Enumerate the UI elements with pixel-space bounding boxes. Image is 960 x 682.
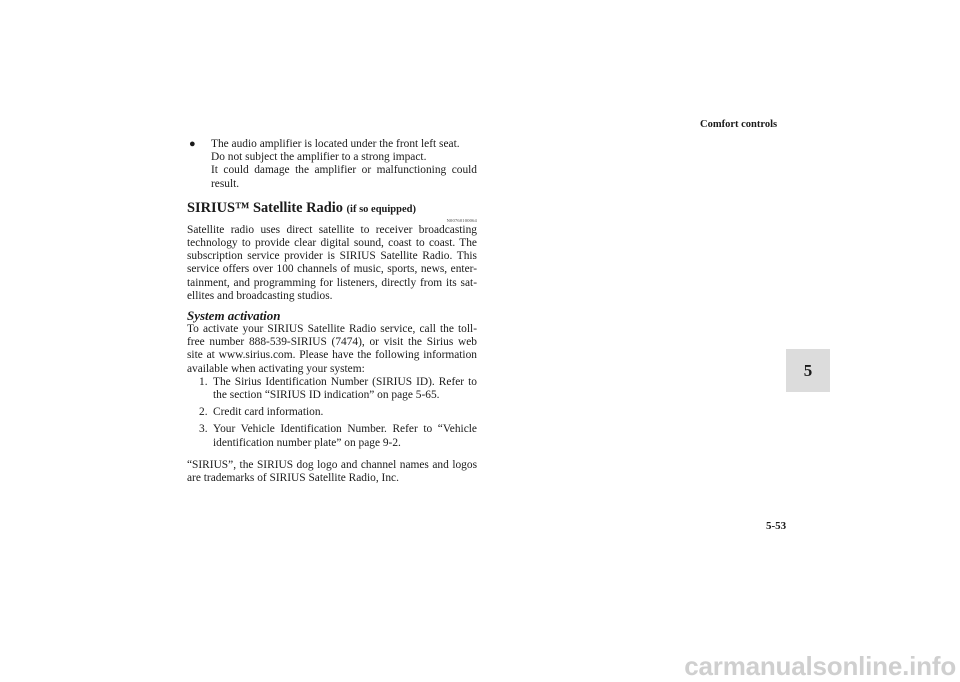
subsection-intro: To activate your SIRIUS Satellite Radio service, call the toll-free number 888-539-SIRIUS (7474), or visit the Sirius web site at www.sirius.com. Please have the following information available when activating your system: (187, 323, 477, 375)
list-item-text: The Sirius Identification Number (SIRIUS ID). Refer to the section “SIRIUS ID indication” on page 5-65. (213, 375, 477, 402)
chapter-tab (786, 349, 830, 392)
watermark: carmanualsonline.info (684, 651, 956, 681)
amplifier-note-line: The audio amplifier is located under the front left seat. (211, 138, 460, 150)
amplifier-note-line: It could damage the amplifier or malfunctioning could result. (211, 164, 477, 190)
activation-steps (187, 376, 477, 450)
amplifier-note-body (211, 138, 477, 191)
list-item-number: 3. (199, 423, 208, 436)
list-item-text: Credit card information. (213, 406, 324, 419)
trademark-notice: “SIRIUS”, the SIRIUS dog logo and channel names and logos are trademarks of SIRIUS Satellite Radio, Inc. (187, 458, 477, 485)
bullet-icon: ● (189, 138, 196, 150)
reference-code: N00760100064 (446, 217, 477, 223)
list-item (199, 406, 477, 419)
list-item-number: 1. (199, 375, 208, 388)
section-title: SIRIUS™ Satellite Radio (187, 199, 343, 216)
amplifier-note-line: Do not subject the amplifier to a strong impact. (211, 151, 427, 164)
subsection-heading: System activation (187, 308, 281, 324)
page-number: 5-53 (766, 520, 787, 532)
content-column (187, 138, 477, 485)
section-body: Satellite radio uses direct satellite to receiver broadcasting technology to provide clear digital sound, coast to coast. The subscription service provider is SIRIUS Satellite Radio. This service offers over 100 channels of music, sports, news, enter-tainment, and programming for listeners, directly from its sat-ellites and broadcasting studios. (187, 223, 477, 302)
list-item-number: 2. (199, 406, 208, 419)
amplifier-note (189, 138, 477, 191)
running-head: Comfort controls (700, 119, 778, 130)
list-item (199, 376, 477, 402)
list-item-text: Your Vehicle Identification Number. Refer to “Vehicle identification number plate” on page 9-2. (213, 423, 477, 449)
list-item (199, 423, 477, 449)
chapter-number: 5 (803, 360, 813, 380)
section-heading (187, 200, 477, 218)
section-qualifier: (if so equipped) (346, 203, 416, 215)
